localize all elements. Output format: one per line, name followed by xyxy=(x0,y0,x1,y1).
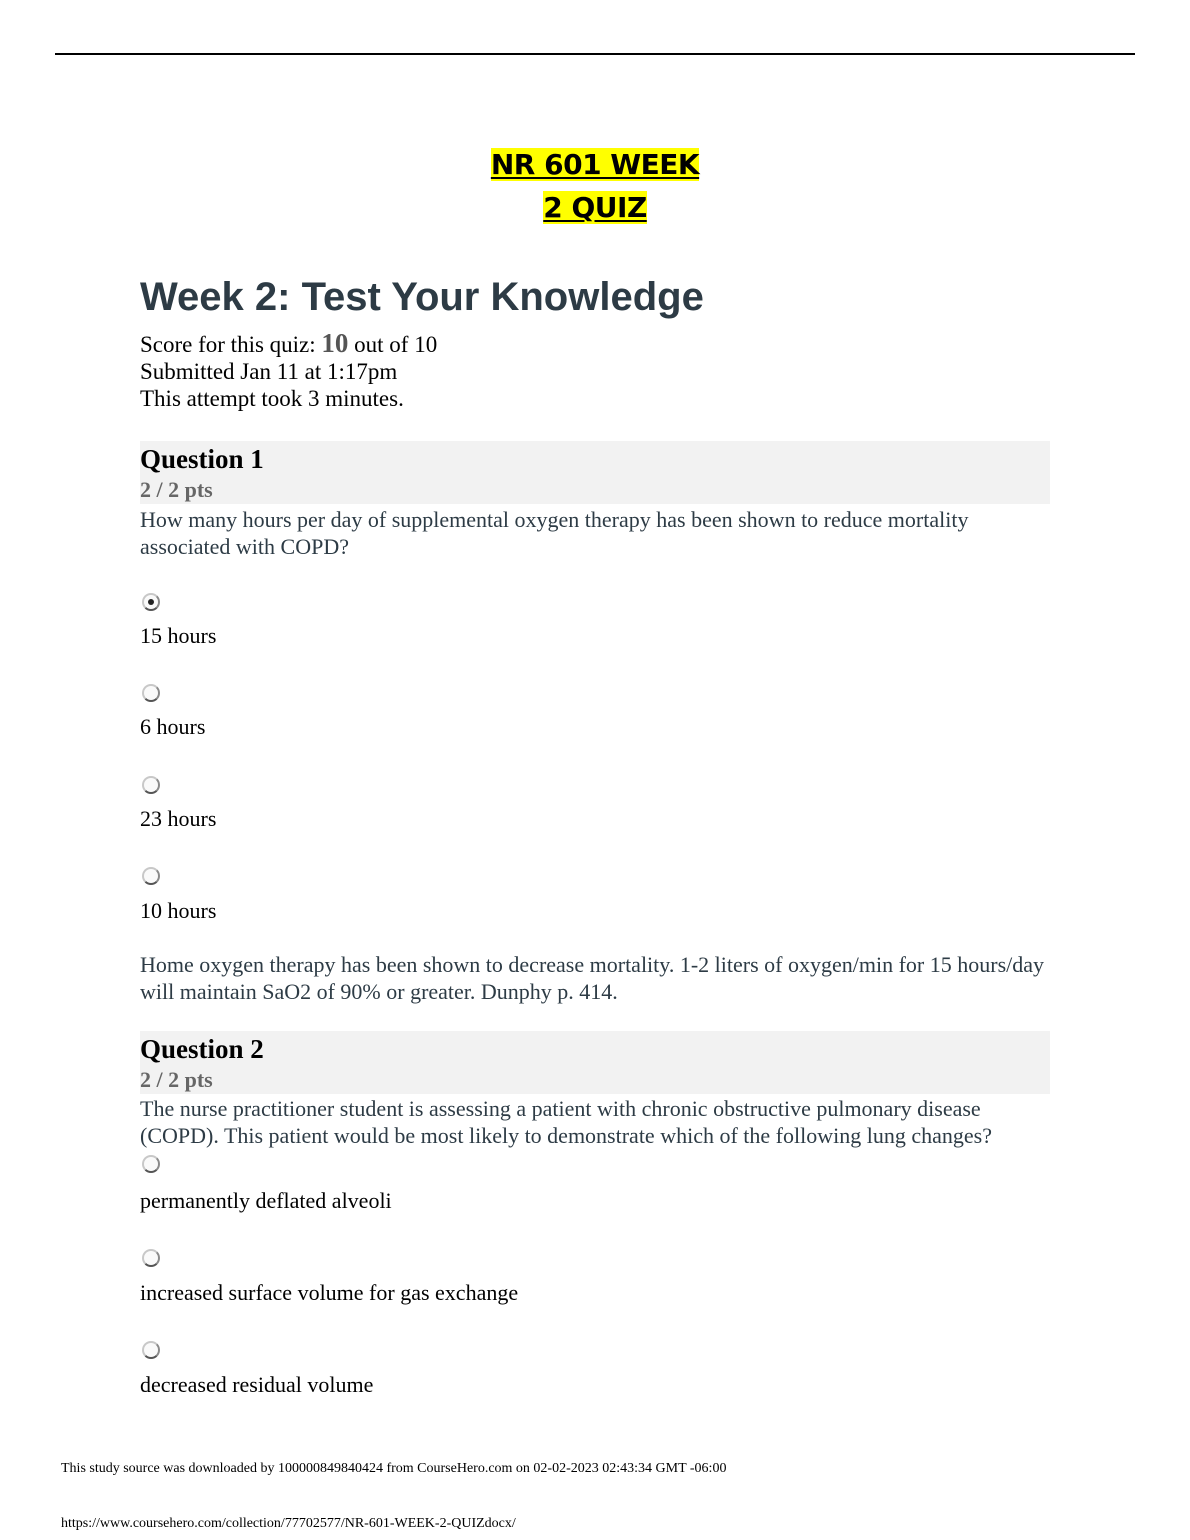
banner-line-2: 2 QUIZ xyxy=(543,191,647,224)
quiz-meta xyxy=(140,330,437,412)
radio-button[interactable] xyxy=(142,684,160,702)
radio-button[interactable] xyxy=(142,1155,160,1173)
top-rule xyxy=(55,53,1135,55)
question-2-header xyxy=(140,1031,1050,1094)
radio-button[interactable] xyxy=(142,1249,160,1267)
answer-label: increased surface volume for gas exchange xyxy=(140,1280,519,1305)
question-1-text: How many hours per day of supplemental oxygen therapy has been shown to reduce mortality associated with COPD? xyxy=(140,507,969,559)
score-suffix: out of 10 xyxy=(348,332,438,357)
radio-button[interactable] xyxy=(142,593,160,611)
page-title: Week 2: Test Your Knowledge xyxy=(140,275,704,319)
radio-selected-dot xyxy=(148,599,154,605)
download-notice: This study source was downloaded by 100000849840424 from CourseHero.com on 02-02-2023 02:43:34 GMT -06:00 xyxy=(61,1461,727,1476)
score-line xyxy=(140,330,437,358)
answer-label: decreased residual volume xyxy=(140,1372,374,1397)
question-points: 2 / 2 pts xyxy=(140,477,213,502)
score-value: 10 xyxy=(321,328,349,358)
answer-label: permanently deflated alveoli xyxy=(140,1188,392,1213)
answer-label: 10 hours xyxy=(140,898,217,923)
answer-label: 6 hours xyxy=(140,714,206,739)
score-prefix: Score for this quiz: xyxy=(140,332,322,357)
question-title: Question 2 xyxy=(140,1034,264,1064)
question-2-text: The nurse practitioner student is assessing a patient with chronic obstructive pulmonary disease (COPD). This patient would be most likely to demonstrate which of the following lung changes? xyxy=(140,1096,992,1148)
answer-label: 15 hours xyxy=(140,623,217,648)
radio-button[interactable] xyxy=(142,776,160,794)
question-1-explanation: Home oxygen therapy has been shown to decrease mortality. 1-2 liters of oxygen/min for 15 hours/day will maintain SaO2 of 90% or greater. Dunphy p. 414. xyxy=(140,952,1045,1004)
question-points: 2 / 2 pts xyxy=(140,1067,213,1092)
question-1-header xyxy=(140,441,1050,504)
radio-button[interactable] xyxy=(142,1341,160,1359)
source-url: https://www.coursehero.com/collection/77702577/NR-601-WEEK-2-QUIZdocx/ xyxy=(61,1516,516,1531)
submitted-line: Submitted Jan 11 at 1:17pm xyxy=(140,359,398,384)
banner-line-1: NR 601 WEEK xyxy=(490,148,700,181)
radio-button[interactable] xyxy=(142,867,160,885)
duration-line: This attempt took 3 minutes. xyxy=(140,386,404,411)
answer-label: 23 hours xyxy=(140,806,217,831)
question-title: Question 1 xyxy=(140,444,264,474)
quiz-banner xyxy=(0,143,1190,229)
